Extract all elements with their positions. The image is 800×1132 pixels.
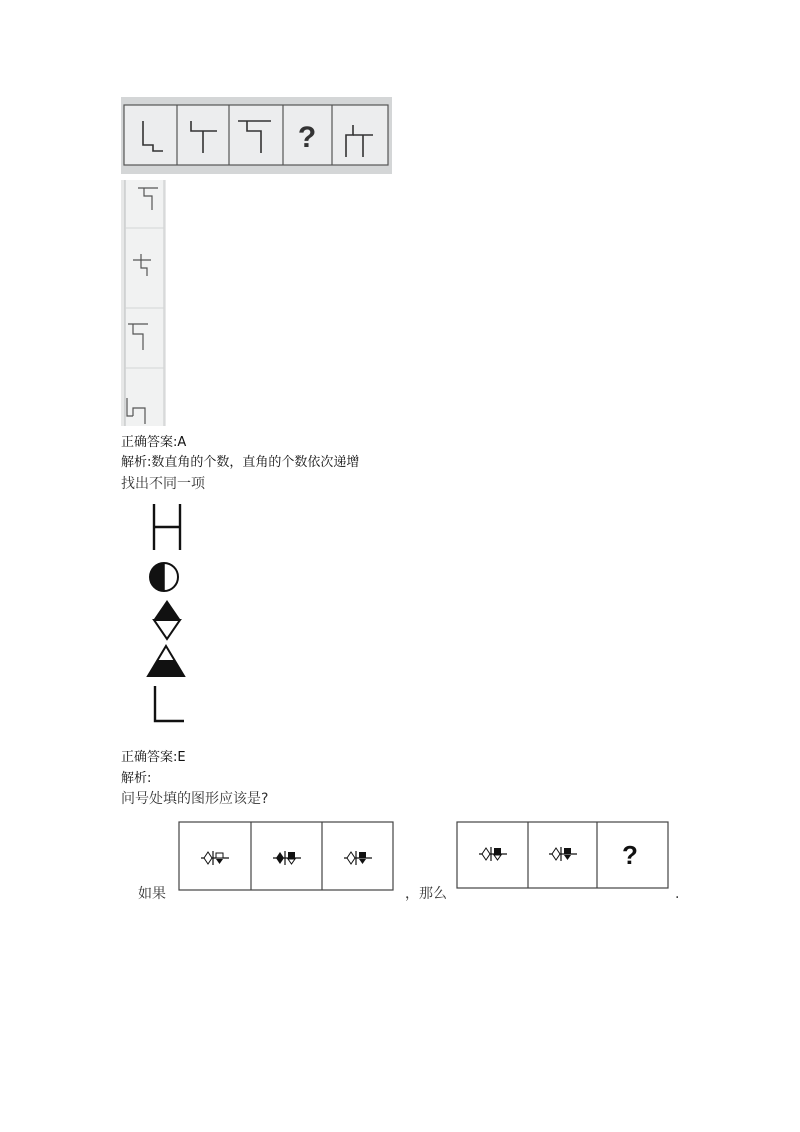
q2-answer: 正确答案:E: [121, 750, 186, 765]
q1-sequence-image: [121, 97, 392, 174]
q3-if-label: 如果: [138, 886, 166, 902]
q2-option-c-figure: [151, 598, 183, 642]
q3-question-mark: ?: [622, 840, 638, 870]
q3-prompt: 问号处填的图形应该是?: [121, 791, 269, 807]
q3-analogy-image: [128, 818, 684, 904]
q2-option-d-figure: [146, 644, 186, 678]
q3-then-label: ，那么: [405, 886, 447, 902]
q3-end-mark: .: [675, 886, 680, 902]
q2-option-e-figure: [150, 684, 186, 724]
q2-prompt: 找出不同一项: [121, 476, 205, 492]
q2-option-a-figure: [148, 502, 188, 552]
q2-option-b-figure: [146, 560, 182, 594]
q1-explanation: 解析:数直角的个数，直角的个数依次递增: [121, 455, 360, 470]
q2-explanation: 解析:: [121, 771, 152, 786]
q1-question-mark: ?: [297, 121, 317, 154]
q1-answer: 正确答案:A: [121, 435, 187, 450]
q1-options-image: [121, 180, 166, 426]
